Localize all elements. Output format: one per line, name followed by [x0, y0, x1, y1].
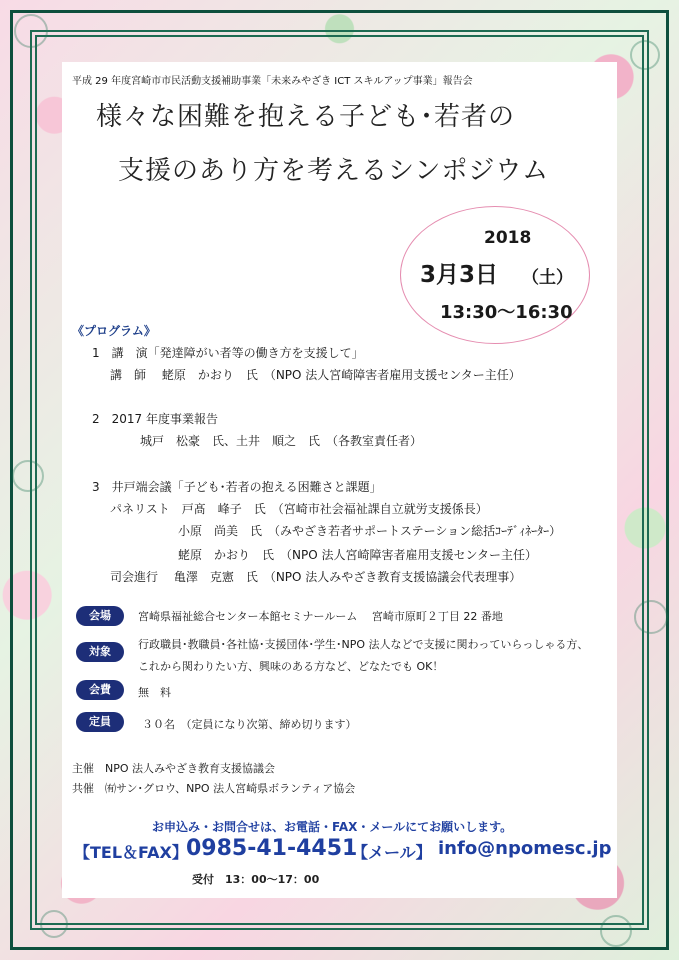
program-item-lecture: 1 講 演「発達障がい者等の働き方を支援して」 [92, 346, 364, 360]
event-time: 13:30～16:30 [440, 302, 573, 323]
program-item-report: 2 2017 年度事業報告 [92, 412, 218, 426]
capacity-text: ３０名 （定員になり次第、締め切ります） [142, 718, 357, 731]
decor-bubble [14, 14, 48, 48]
capacity-label: 定員 [76, 712, 124, 732]
co-host-organizer: 共催 ㈲サン･グロウ、NPO 法人宮崎県ボランティア協会 [72, 782, 356, 795]
tel-fax-label: 【TEL＆FAX】 [74, 843, 188, 862]
title-line-1: 様々な困難を抱える子ども･若者の [96, 102, 516, 132]
tel-fax-number: 0985-41-4451 [186, 836, 358, 861]
mail-label: 【メール】 [352, 843, 432, 862]
title-line-2: 支援のあり方を考えるシンポジウム [118, 156, 550, 186]
header-subsidy-line: 平成 29 年度宮崎市市民活動支援補助事業「未来みやざき ICT スキルアップ事業」報告会 [72, 76, 473, 87]
target-text-line-1: 行政職員･教職員･各社協･支援団体･学生･NPO 法人などで支援に関わっていらっしゃる方、 [138, 638, 589, 651]
program-item-discussion: 3 井戸端会議「子ども･若者の抱える困難さと課題」 [92, 480, 382, 494]
program-reporters: 城戸 松豪 氏、土井 順之 氏 （各教室責任者） [140, 434, 423, 448]
target-text-line-2: これから関わりたい方、興味のある方など、どなたでも OK！ [138, 660, 444, 673]
program-panelist-1: パネリスト 戸髙 峰子 氏 （宮崎市社会福祉課自立就労支援係長） [110, 502, 488, 516]
contact-call-to-action: お申込み・お問合せは、お電話・FAX・メールにてお願いします。 [152, 820, 513, 834]
decor-bubble [634, 600, 668, 634]
venue-label: 会場 [76, 606, 124, 626]
decor-bubble [600, 915, 632, 947]
decor-bubble [12, 460, 44, 492]
venue-text: 宮崎県福祉総合センター本館セミナールーム 宮崎市原町２丁目 22 番地 [138, 610, 503, 623]
decor-bubble [630, 40, 660, 70]
fee-text: 無 料 [138, 686, 171, 699]
event-day-of-week: （土） [522, 268, 573, 288]
program-heading: 《プログラム》 [72, 324, 156, 338]
program-panelist-2: 小原 尚美 氏 （みやざき若者サポートステーション総括ｺｰﾃﾞｨﾈｰﾀｰ） [178, 524, 562, 538]
fee-label: 会費 [76, 680, 124, 700]
program-moderator: 司会進行 亀澤 克憲 氏 （NPO 法人みやざき教育支援協議会代表理事） [110, 570, 522, 584]
mail-address: info@npomesc.jp [438, 838, 612, 859]
target-label: 対象 [76, 642, 124, 662]
event-date: 3月3日 [420, 262, 499, 288]
program-lecturer: 講 師 蛯原 かおり 氏 （NPO 法人宮崎障害者雇用支援センター主任） [110, 368, 521, 382]
decor-bubble [40, 910, 68, 938]
event-year: 2018 [484, 228, 532, 248]
host-organizer: 主催 NPO 法人みやざき教育支援協議会 [72, 762, 276, 775]
program-panelist-3: 蛯原 かおり 氏 （NPO 法人宮崎障害者雇用支援センター主任） [178, 548, 537, 562]
reception-hours: 受付 13：00～17：00 [192, 873, 320, 886]
